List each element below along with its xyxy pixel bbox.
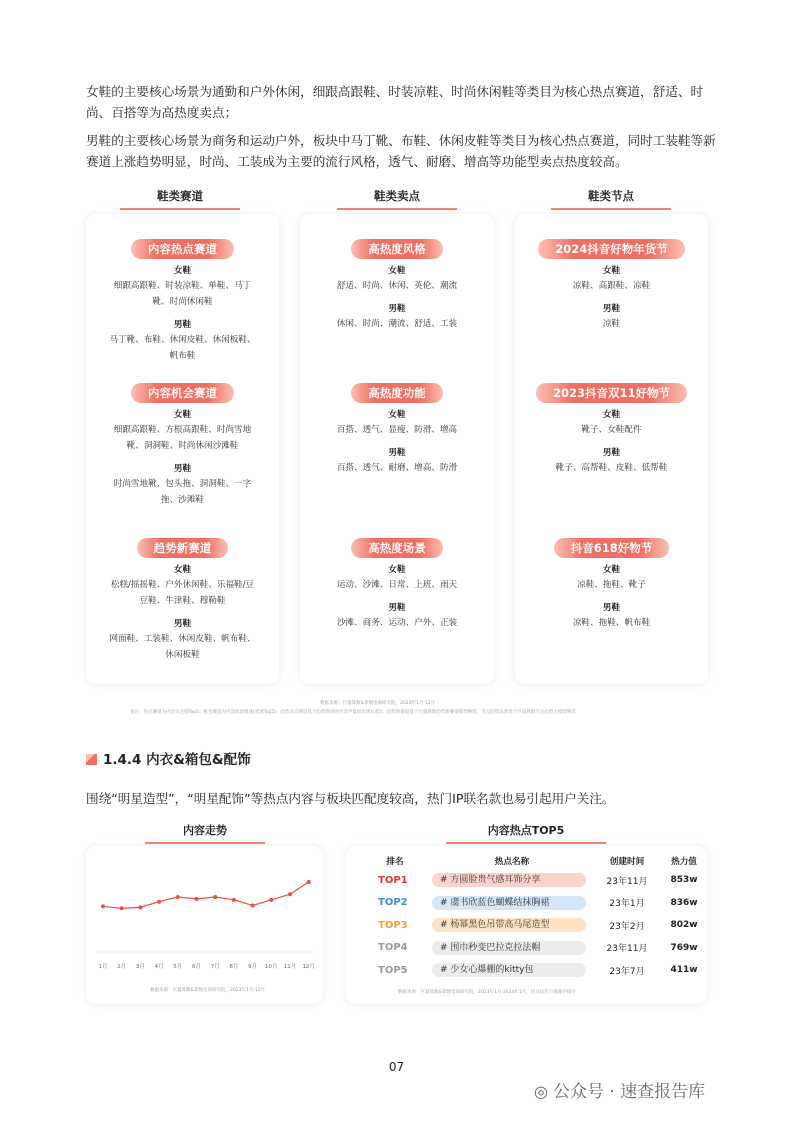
men-items: 凉鞋、拖鞋、帆布鞋 xyxy=(572,618,651,628)
women-label: 女鞋 xyxy=(173,565,192,575)
women-items: 细跟高跟鞋、方根高跟鞋、时尚雪地靴、洞洞鞋、时尚休闲沙滩鞋 xyxy=(113,425,252,451)
intro-paragraph-women: 女鞋的主要核心场景为通勤和户外休闲，细跟高跟鞋、时装凉鞋、时尚休闲鞋等类目为核心热点赛道，舒适、时尚、百搭等为高热度卖点； xyxy=(86,84,704,120)
heat-cell: 836w xyxy=(670,897,698,908)
date-cell: 23年1月 xyxy=(609,899,645,910)
men-label: 男鞋 xyxy=(173,619,192,629)
date-cell: 23年7月 xyxy=(609,966,645,977)
men-label: 男鞋 xyxy=(602,448,621,458)
x-tick-label: 6月 xyxy=(192,964,201,970)
women-items: 靴子、女鞋配件 xyxy=(581,425,642,435)
section-pill: 2024抖音好物年货节 xyxy=(538,239,685,259)
date-cell: 23年11月 xyxy=(606,944,648,955)
x-tick-label: 12月 xyxy=(302,964,315,970)
intro-paragraph-accessories: 围绕“明星造型”，“明星配饰”等热点内容与板块匹配度较高，热门IP联名款也易引起用户关注。 xyxy=(86,791,615,806)
table-row xyxy=(358,937,706,960)
data-point xyxy=(120,906,124,910)
x-tick-label: 7月 xyxy=(210,964,220,970)
men-label: 男鞋 xyxy=(388,603,406,613)
data-point xyxy=(288,892,292,896)
top5-source-note: 数据来源：巨量算数&算数电商研究院，2023年1月-2024年1月，热点按热力值降序排序 xyxy=(398,990,576,995)
women-items: 运动、沙滩、日常、上班、雨天 xyxy=(336,580,458,590)
section-pill: 内容机会赛道 xyxy=(131,383,234,403)
section-pill: 2023抖音双11好物节 xyxy=(536,383,687,403)
card-section xyxy=(300,382,494,476)
section-pill: 趋势新赛道 xyxy=(137,538,229,558)
card-categories xyxy=(86,214,279,684)
heat-cell: 853w xyxy=(670,875,698,886)
name-cell: # 虞书欣蓝色蝴蝶结抹胸裙 xyxy=(432,892,592,915)
women-label: 女鞋 xyxy=(173,410,192,420)
section-pill: 抖音618好物节 xyxy=(554,538,670,558)
men-label: 男鞋 xyxy=(388,304,406,314)
name-cell: # 围巾秒变巴拉克拉法帽 xyxy=(432,937,592,960)
card-section xyxy=(300,238,494,332)
section-title-nodes: 鞋类节点 xyxy=(511,188,711,210)
men-items: 时尚雪地靴、包头拖、洞洞鞋、一字拖、沙滩鞋 xyxy=(113,479,252,505)
men-label: 男鞋 xyxy=(602,304,621,314)
women-items: 舒适、时尚、休闲、英伦、潮流 xyxy=(336,281,458,291)
data-point xyxy=(213,895,217,899)
date-cell: 23年11月 xyxy=(606,876,648,887)
data-point xyxy=(232,898,236,902)
rank-cell: TOP5 xyxy=(378,964,408,976)
section-pill: 高热度场景 xyxy=(351,538,443,558)
table-header-row xyxy=(358,852,706,869)
section-pill: 内容热点赛道 xyxy=(131,239,234,259)
section-title-selling-points: 鞋类卖点 xyxy=(297,188,497,210)
name-cell: # 方圆脸贵气感耳饰分享 xyxy=(432,869,592,892)
men-label: 男鞋 xyxy=(173,320,192,330)
name-cell: # 少女心爆棚的kitty包 xyxy=(432,959,592,982)
data-point xyxy=(195,897,199,901)
card-section xyxy=(86,382,279,508)
trend-chart-card xyxy=(86,846,323,1004)
men-items: 休闲、时尚、潮流、舒适、工装 xyxy=(336,319,458,329)
women-label: 女鞋 xyxy=(602,565,621,575)
card-section xyxy=(515,238,708,332)
data-point xyxy=(269,898,273,902)
watermark: ◎ 公众号 · 速查报告库 xyxy=(534,1082,706,1102)
data-point xyxy=(138,905,142,909)
x-tick-label: 2月 xyxy=(117,964,127,970)
women-items: 凉鞋、高跟鞋、凉鞋 xyxy=(572,281,651,291)
card-section xyxy=(515,537,708,631)
x-tick-label: 10月 xyxy=(265,964,278,970)
men-items: 沙滩、商务、运动、户外、正装 xyxy=(336,618,458,628)
table-row xyxy=(358,892,706,915)
rank-cell: TOP4 xyxy=(378,942,408,954)
section-pill: 高热度风格 xyxy=(351,239,443,259)
women-label: 女鞋 xyxy=(388,565,406,575)
header-name: 热点名称 xyxy=(494,856,530,867)
x-tick-label: 1月 xyxy=(98,964,108,970)
x-tick-label: 5月 xyxy=(173,964,183,970)
rank-cell: TOP3 xyxy=(378,919,408,931)
women-items: 凉鞋、拖鞋、靴子 xyxy=(577,580,646,590)
remark-note-shoes: 备注：热点赛道为内容关注度Top5；机会赛道为内容同比增速(增速Top5)；趋势卖点赛道基于趋势热词的内容声量同比增长前5；趋势新赛道基于巨量算数趋势新赛道模型筛选；节点趋势品类基于巨量算数节点趋势力模型筛选 xyxy=(130,710,576,715)
x-tick-label: 11月 xyxy=(283,964,297,970)
card-section xyxy=(300,537,494,631)
heat-cell: 802w xyxy=(670,920,698,931)
wechat-icon: ◎ xyxy=(534,1082,548,1101)
x-tick-label: 9月 xyxy=(248,964,258,970)
women-label: 女鞋 xyxy=(388,266,406,276)
men-items: 凉鞋 xyxy=(602,319,621,329)
men-items: 网面鞋、工装鞋、休闲皮鞋、帆布鞋、休闲板鞋 xyxy=(109,634,256,660)
table-row xyxy=(358,869,706,892)
chart-source-note: 数据来源：巨量算数&算数电商研究院，2023年1月-12月 xyxy=(150,988,266,993)
men-items: 靴子、高帮鞋、皮鞋、低帮鞋 xyxy=(555,463,668,473)
heat-cell: 769w xyxy=(670,942,698,953)
header-date: 创建时间 xyxy=(609,856,645,867)
data-point xyxy=(101,904,105,908)
men-items: 马丁靴、布鞋、休闲皮鞋、休闲板鞋、帆布鞋 xyxy=(109,335,256,361)
section-title-categories: 鞋类赛道 xyxy=(80,188,280,210)
section-heading: 1.4.4 内衣&箱包&配饰 xyxy=(86,748,251,768)
x-tick-label: 3月 xyxy=(135,964,145,970)
intro-paragraph-men: 男鞋的主要核心场景为商务和运动户外，板块中马丁靴、布鞋、休闲皮鞋等类目为核心热点赛道，同时工装鞋等新赛道上涨趋势明显，时尚、工装成为主要的流行风格，透气、耐磨、增高等功能型卖点热度较高。 xyxy=(86,133,716,169)
men-label: 男鞋 xyxy=(173,464,192,474)
page-number: 07 xyxy=(388,1060,405,1074)
men-label: 男鞋 xyxy=(602,603,621,613)
data-point xyxy=(157,900,161,904)
card-selling-points xyxy=(300,214,494,684)
x-tick-label: 4月 xyxy=(154,964,164,970)
header-rank: 排名 xyxy=(386,856,404,867)
card-nodes xyxy=(515,214,708,684)
rank-cell: TOP1 xyxy=(378,874,408,886)
data-point xyxy=(176,895,180,899)
source-note-shoes: 数据来源：巨量算数&算数电商研究院，2023年1月-12月 xyxy=(320,701,436,706)
series-line xyxy=(103,882,309,908)
men-items: 百搭、透气、耐磨、增高、防滑 xyxy=(336,463,458,473)
section-pill: 高热度功能 xyxy=(351,383,443,403)
heading-marker-icon xyxy=(86,754,97,765)
chart-title: 内容走势 xyxy=(145,822,265,844)
rank-cell: TOP2 xyxy=(378,897,408,909)
women-label: 女鞋 xyxy=(388,410,406,420)
card-section xyxy=(515,382,708,476)
table-row xyxy=(358,914,706,937)
women-items: 百搭、透气、显瘦、防滑、增高 xyxy=(336,425,458,435)
table-row xyxy=(358,959,706,982)
men-label: 男鞋 xyxy=(388,448,406,458)
women-label: 女鞋 xyxy=(602,410,621,420)
women-items: 细跟高跟鞋、时装凉鞋、单鞋、马丁靴、时尚休闲鞋 xyxy=(113,281,252,307)
women-items: 松糕/摇摇鞋、户外休闲鞋、乐福鞋/豆豆鞋、牛津鞋、穆勒鞋 xyxy=(110,580,255,606)
name-cell: # 杨幂黑色吊带高马尾造型 xyxy=(432,914,592,937)
x-tick-label: 8月 xyxy=(229,964,239,970)
data-point xyxy=(251,903,255,907)
heat-cell: 411w xyxy=(670,965,698,976)
header-heat: 热力值 xyxy=(671,856,697,867)
trend-line-chart xyxy=(86,846,323,1004)
top5-title: 内容热点TOP5 xyxy=(446,822,606,844)
card-section xyxy=(86,537,279,663)
women-label: 女鞋 xyxy=(602,266,621,276)
top5-table xyxy=(358,852,706,982)
date-cell: 23年2月 xyxy=(609,921,645,932)
women-label: 女鞋 xyxy=(173,266,192,276)
card-section xyxy=(86,238,279,364)
data-point xyxy=(307,880,311,884)
